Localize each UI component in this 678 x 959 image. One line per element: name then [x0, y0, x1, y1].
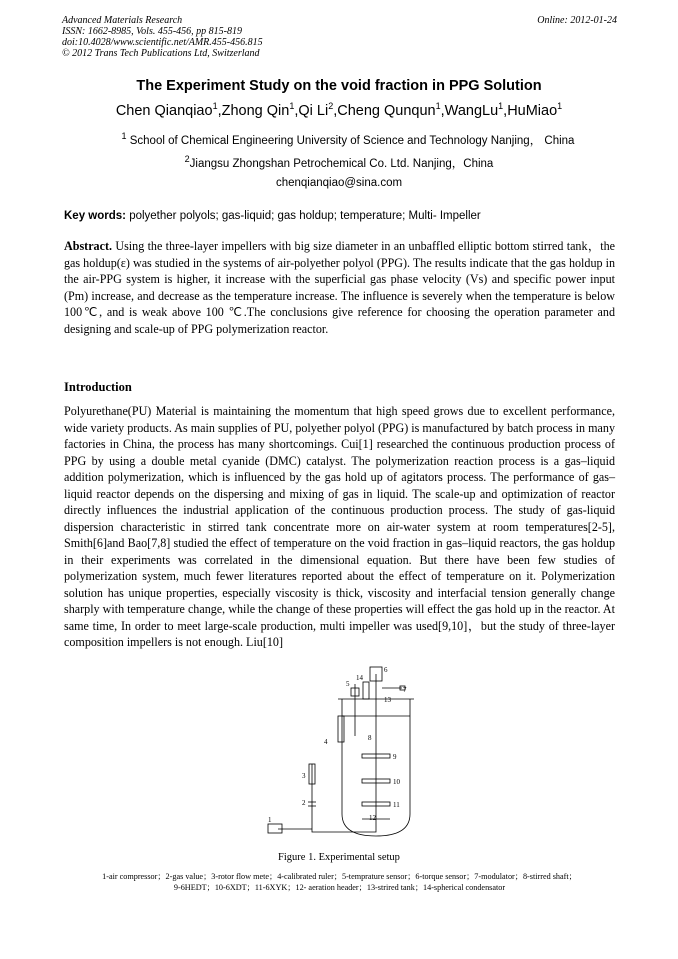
gas-line — [278, 764, 376, 832]
label-9: 9 — [393, 753, 397, 761]
author-affiliation-mark: 2 — [328, 101, 334, 111]
figure-legend-line: 9-6HEDT；10-6XDT；11-6XYK；12- aeration header；13-strired tank；14-spherical condensator — [173, 883, 506, 892]
affiliation-text: Jiangsu Zhongshan Petrochemical Co. Ltd. Nanjing，China — [189, 157, 494, 170]
author-affiliation-mark: 1 — [435, 101, 441, 111]
author-affiliation-mark: 1 — [212, 101, 218, 111]
author-separator: , — [503, 102, 508, 119]
label-8: 8 — [368, 734, 372, 742]
author-affiliation-mark: 1 — [557, 101, 563, 111]
author: Cheng Qunqun — [337, 102, 436, 119]
figure-legend-line: 1-air compressor；2-gas value；3-rotor flow mete；4-calibrated ruler；5-temprature sensor；6-torque sensor；7-modulator；8-stirred shaft； — [102, 872, 577, 881]
abstract-text: Using the three-layer impellers with big size diameter in an unbaffled elliptic bottom stirred tank，the gas holdup(ε) was studied in the systems of air-polyether polyol (PPG). The results indicate that the gas holdup in the air-PPG system is higher, it increase with the superficial gas phase velocity (Vs) and specific power input (Pm) increase, and decrease as the temperature increase. The influence is severely when the temperature is below 100℃, and is weak above 100 ℃.The conclusions give reference for choosing the operation parameter and designing and scale-up of PPG polymerization reactor. — [64, 239, 615, 336]
abstract — [64, 238, 615, 337]
label-7: 7 — [403, 686, 407, 694]
author: Zhong Qin — [221, 102, 290, 119]
journal-copyright: © 2012 Trans Tech Publications Ltd, Switzerland — [62, 48, 260, 59]
spherical-condensator — [363, 682, 369, 699]
diagram-labels — [268, 666, 407, 824]
keywords-label: Key words: — [64, 210, 126, 222]
author: HuMiao — [507, 102, 558, 119]
author-separator: , — [217, 102, 222, 119]
introduction-text: Polyurethane(PU) Material is maintaining the momentum that high speed grows due to excellent performance, wide variety products. As main supplies of PU, polyether polyol (PPG) is manufactured by batch process in many factories in China, the process has many shortcomings. Cui[1] researched the continuous production process of PPG by using a double metal cyanide (DMC) catalyst. The polymerization reaction process is a gas–liquid addition polymerization, which is influenced by the gas hold up of agitators process. The performance of gas–liquid reactor depends on the dispersing and mixing of gas in liquid. The scale-up and optimization of reactor directly influences the industrial application of the continuous production process. The study of gas-liquid dispersion characteristic in stirred tank concentrate more on air-water system at room temperatures[2-5], Smith[6]and Bao[7,8] studied the effect of temperature on the void fraction in gas–liquid reactors, the gas holdup in their experiments was correlated in the dimensional equation. But there have been few studies of polymerization system, much fewer literatures reported about the effect of temperature on it. Polymerization solution has unique properties, especially viscosity is thick, viscosity and interfacial tension generally change sharply with temperature change, while the change of these properties will effect the gas hold up in the reactor. At same time, In order to meet large-scale production, multi impeller was used[9,10]，but the study of three-layer composition impellers is not enough. Liu[10] — [64, 404, 615, 649]
journal-doi: doi:10.4028/www.scientific.net/AMR.455-456.815 — [62, 37, 263, 48]
affiliation-number: 2 — [184, 154, 190, 164]
author-affiliation-mark: 1 — [498, 101, 504, 111]
author: Qi Li — [298, 102, 329, 119]
abstract-label: Abstract. — [64, 239, 113, 253]
section-heading-introduction: Introduction — [64, 380, 132, 394]
author-separator: , — [294, 102, 299, 119]
author-separator: , — [333, 102, 338, 119]
calibrated-ruler — [338, 716, 344, 742]
keywords-text: polyether polyols; gas-liquid; gas holdup; temperature; Multi- Impeller — [126, 210, 481, 222]
journal-header — [62, 15, 617, 59]
air-compressor — [268, 824, 282, 833]
author-separator: , — [440, 102, 445, 119]
author-affiliation-mark: 1 — [289, 101, 295, 111]
affiliation-1 — [0, 131, 678, 148]
label-10: 10 — [393, 778, 400, 786]
label-11: 11 — [393, 801, 400, 809]
author: WangLu — [444, 102, 499, 119]
label-1: 1 — [268, 816, 272, 824]
figure-caption: Figure 1. Experimental setup — [278, 852, 400, 863]
online-date: Online: 2012-01-24 — [537, 15, 617, 26]
journal-issn: ISSN: 1662-8985, Vols. 455-456, pp 815-819 — [62, 26, 242, 37]
experimental-setup-diagram — [250, 664, 430, 849]
label-13: 13 — [384, 696, 391, 704]
label-6: 6 — [384, 666, 388, 674]
paper-title: The Experiment Study on the void fraction in PPG Solution — [136, 78, 542, 94]
affiliation-2 — [0, 154, 678, 171]
author-list — [0, 101, 678, 119]
journal-name: Advanced Materials Research — [62, 15, 183, 26]
label-14: 14 — [356, 674, 363, 682]
label-3: 3 — [302, 772, 306, 780]
label-12: 12 — [369, 814, 376, 822]
affiliation-text: School of Chemical Engineering University of Science and Technology Nanjing， China — [126, 134, 575, 147]
label-2: 2 — [302, 799, 306, 807]
label-5: 5 — [346, 680, 350, 688]
label-4: 4 — [324, 738, 328, 746]
author-email[interactable]: chenqianqiao@sina.com — [275, 177, 403, 189]
keywords — [64, 210, 616, 222]
figure-legend — [64, 871, 615, 893]
author: Chen Qianqiao — [115, 102, 213, 119]
affiliation-number: 1 — [121, 131, 127, 141]
